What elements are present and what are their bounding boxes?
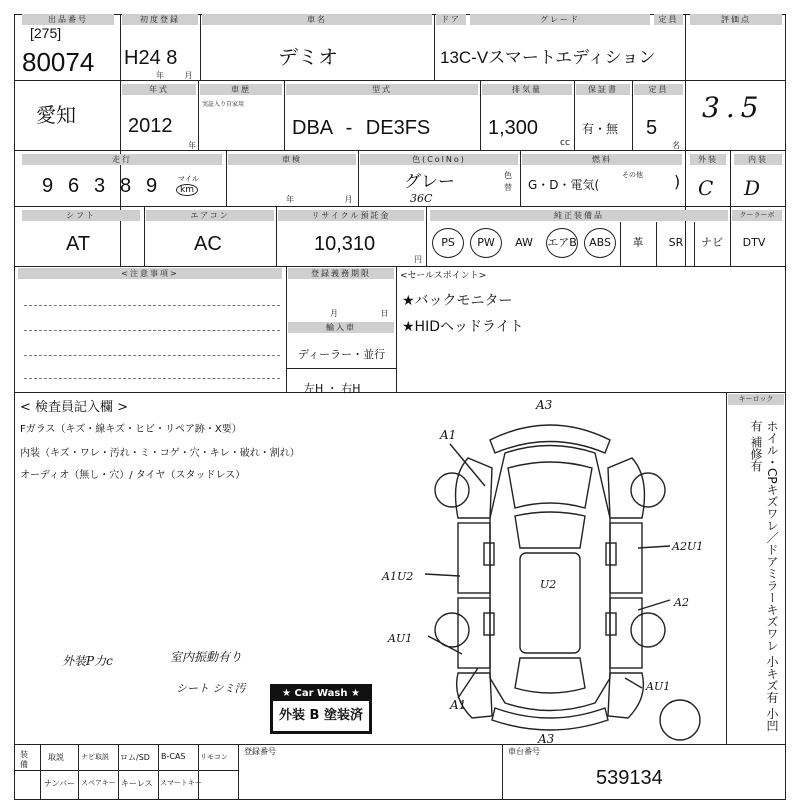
warranty: 有・無 — [582, 122, 619, 136]
displacement-label: 排気量 — [482, 84, 572, 95]
grade-label: グレード — [470, 14, 650, 25]
mileage-digit: 9 — [146, 175, 158, 197]
displacement: 1,300 — [488, 117, 539, 139]
ac: AC — [194, 233, 222, 255]
equipment-navi: ナビ — [701, 236, 723, 249]
sales-point-1: ★バックモニター — [402, 293, 513, 309]
footer-label-bcas: B-CAS — [161, 752, 186, 761]
ac-label: エアコン — [146, 210, 274, 221]
mark-front-left: A1 — [440, 428, 457, 442]
sales-point-2: ★HIDヘッドライト — [402, 319, 524, 335]
equipment-dtv: DTV — [742, 236, 766, 249]
inspector-line-3: オーディオ（無し・穴）/ タイヤ（スタッドレス） — [20, 470, 246, 481]
model-year-label: 年式 — [122, 84, 196, 95]
model-label: 型式 — [286, 84, 478, 95]
color: グレー — [404, 172, 455, 191]
inspector-title: < 検査員記入欄 > — [20, 400, 129, 415]
seats: 5 — [646, 117, 658, 139]
first-reg-units: 年 月 — [156, 71, 193, 80]
fuel-other: その他 — [622, 171, 643, 179]
stamp-title: ★ Car Wash ★ — [273, 687, 369, 701]
mileage-unit: km — [176, 184, 198, 196]
inspector-line-2: 内装（キズ・ワレ・汚れ・ミ・コゲ・穴・キレ・破れ・割れ） — [20, 448, 300, 459]
import-label: 輸入車 — [288, 322, 394, 333]
mileage-unit-top: マイル — [178, 175, 199, 183]
recycle-unit: 円 — [414, 255, 422, 264]
car-name: デミオ — [278, 47, 338, 69]
sales-label: <セールスポイント> — [400, 271, 487, 281]
footer-label-manual: 取説 — [48, 753, 64, 762]
recycle: 10,310 — [314, 233, 376, 255]
shift-label: シフト — [22, 210, 140, 221]
mileage-label: 走行 — [22, 154, 222, 165]
handwritten-exterior: 外装P力c — [62, 654, 113, 668]
fuel-label: 燃料 — [522, 154, 682, 165]
handwritten-seat: シート シミ汚 — [176, 682, 246, 695]
mileage-digit: 9 — [42, 175, 54, 197]
recycle-label: リサイクル預託金 — [278, 210, 424, 221]
exterior-label: 外装 — [690, 154, 726, 165]
inspection-label: 車検 — [228, 154, 356, 165]
footer-col0: 装備 — [20, 750, 28, 769]
seats-unit: 名 — [672, 141, 680, 150]
inspector-line-1: Fガラス（キズ・線キズ・ヒビ・リペア跡・X要） — [20, 424, 242, 435]
chassis-label: 車台番号 — [508, 747, 540, 756]
lot-number: 80074 — [22, 47, 95, 77]
mark-roof: U2 — [540, 578, 557, 591]
footer-label-smart-key: スマートキー — [160, 779, 202, 787]
history-note: 実証入り自家用 — [202, 101, 245, 108]
mark-rear-left: A1 — [450, 698, 467, 712]
mark-bottom: A3 — [538, 732, 555, 746]
lot-label: 出品番号 — [22, 14, 114, 25]
model-code: DBA - DE3FS — [292, 117, 431, 139]
mark-left-rear: AU1 — [388, 632, 413, 645]
score-label: 評価点 — [690, 14, 782, 25]
mileage-digit: 3 — [94, 175, 106, 197]
equipment-abs: ABS — [584, 228, 616, 258]
stamp-body: 外装 B 塗装済 — [279, 708, 363, 723]
footer-label-plate: ナンバー — [44, 779, 76, 788]
equipment-pw: PW — [470, 228, 502, 258]
seats-label: 定員 — [634, 84, 683, 95]
footer-label-spare-key: スペアキー — [81, 779, 116, 787]
mark-top: A3 — [536, 398, 553, 412]
equipment-sr: SR — [668, 236, 684, 249]
equipment-leather: 革 — [632, 236, 644, 249]
history-label: 車歴 — [200, 84, 282, 95]
interior-grade: D — [744, 176, 761, 200]
first-reg-label: 初度登録 — [122, 14, 198, 25]
caution-label: <注意事項> — [18, 268, 282, 279]
car-wash-stamp — [270, 684, 372, 734]
warranty-label: 保証書 — [576, 84, 630, 95]
mark-right-side: A2 — [674, 596, 689, 609]
reg-deadline-units: 月 日 — [330, 309, 389, 318]
interior-label: 内装 — [734, 154, 782, 165]
equipment-label: 純正装備品 — [430, 210, 728, 221]
color-code: 36C — [410, 192, 433, 205]
doors-label: ドア — [436, 14, 466, 25]
handwritten-vibration: 室内振動有り — [170, 650, 243, 664]
footer-label-navi-manual: ナビ取説 — [81, 753, 109, 761]
reg-number-label: 登録番号 — [244, 747, 276, 756]
lot-prefix: [275] — [30, 25, 62, 41]
fuel-close: ) — [674, 172, 681, 191]
grade: 13C-Vスマートエディション — [440, 48, 656, 67]
equipment-ps: PS — [432, 228, 464, 258]
color-side: 色替 — [504, 171, 512, 192]
year-unit: 年 — [188, 141, 196, 150]
mark-right-rear: AU1 — [646, 680, 671, 693]
mileage-digit: 6 — [68, 175, 80, 197]
reg-deadline-label: 登録義務期限 — [288, 268, 394, 279]
mark-left-side: A1U2 — [382, 570, 414, 583]
footer-label-keyless: キーレス — [121, 779, 153, 788]
chassis-number: 539134 — [596, 767, 663, 789]
equipment-airbag: エアB — [546, 228, 578, 258]
model-year: 2012 — [128, 115, 173, 137]
score: 3.5 — [702, 91, 765, 124]
cooler-label: クーラーボ — [732, 210, 782, 221]
equipment-aw: AW — [515, 236, 533, 249]
side-notes: ホイル・CPキズワレ／ドアミラーキズワレ 小キズ有 小凹有 補修有 — [749, 420, 779, 732]
car-name-label: 車名 — [202, 14, 432, 25]
mileage-digit: 8 — [120, 175, 132, 197]
capacity-label: 定員 — [654, 14, 683, 25]
location: 愛知 — [36, 105, 76, 127]
exterior-grade: C — [698, 176, 714, 200]
car-diagram — [380, 398, 726, 744]
fuel: G・D・電気( — [528, 178, 600, 192]
first-reg: H24 8 — [124, 47, 178, 69]
displacement-unit: cc — [560, 138, 570, 148]
keylock-label: キーロック — [728, 394, 784, 405]
import-value: ディーラー・並行 — [298, 348, 386, 361]
footer-label-rom: ロム/SD — [120, 753, 150, 762]
steering: 左H ・ 右H — [304, 382, 361, 395]
shift: AT — [66, 233, 91, 255]
footer-label-remote: リモコン — [200, 753, 228, 761]
mark-right-front: A2U1 — [672, 540, 704, 553]
color-label: 色(ColNo) — [360, 154, 518, 165]
inspection-units: 年 月 — [286, 195, 353, 204]
